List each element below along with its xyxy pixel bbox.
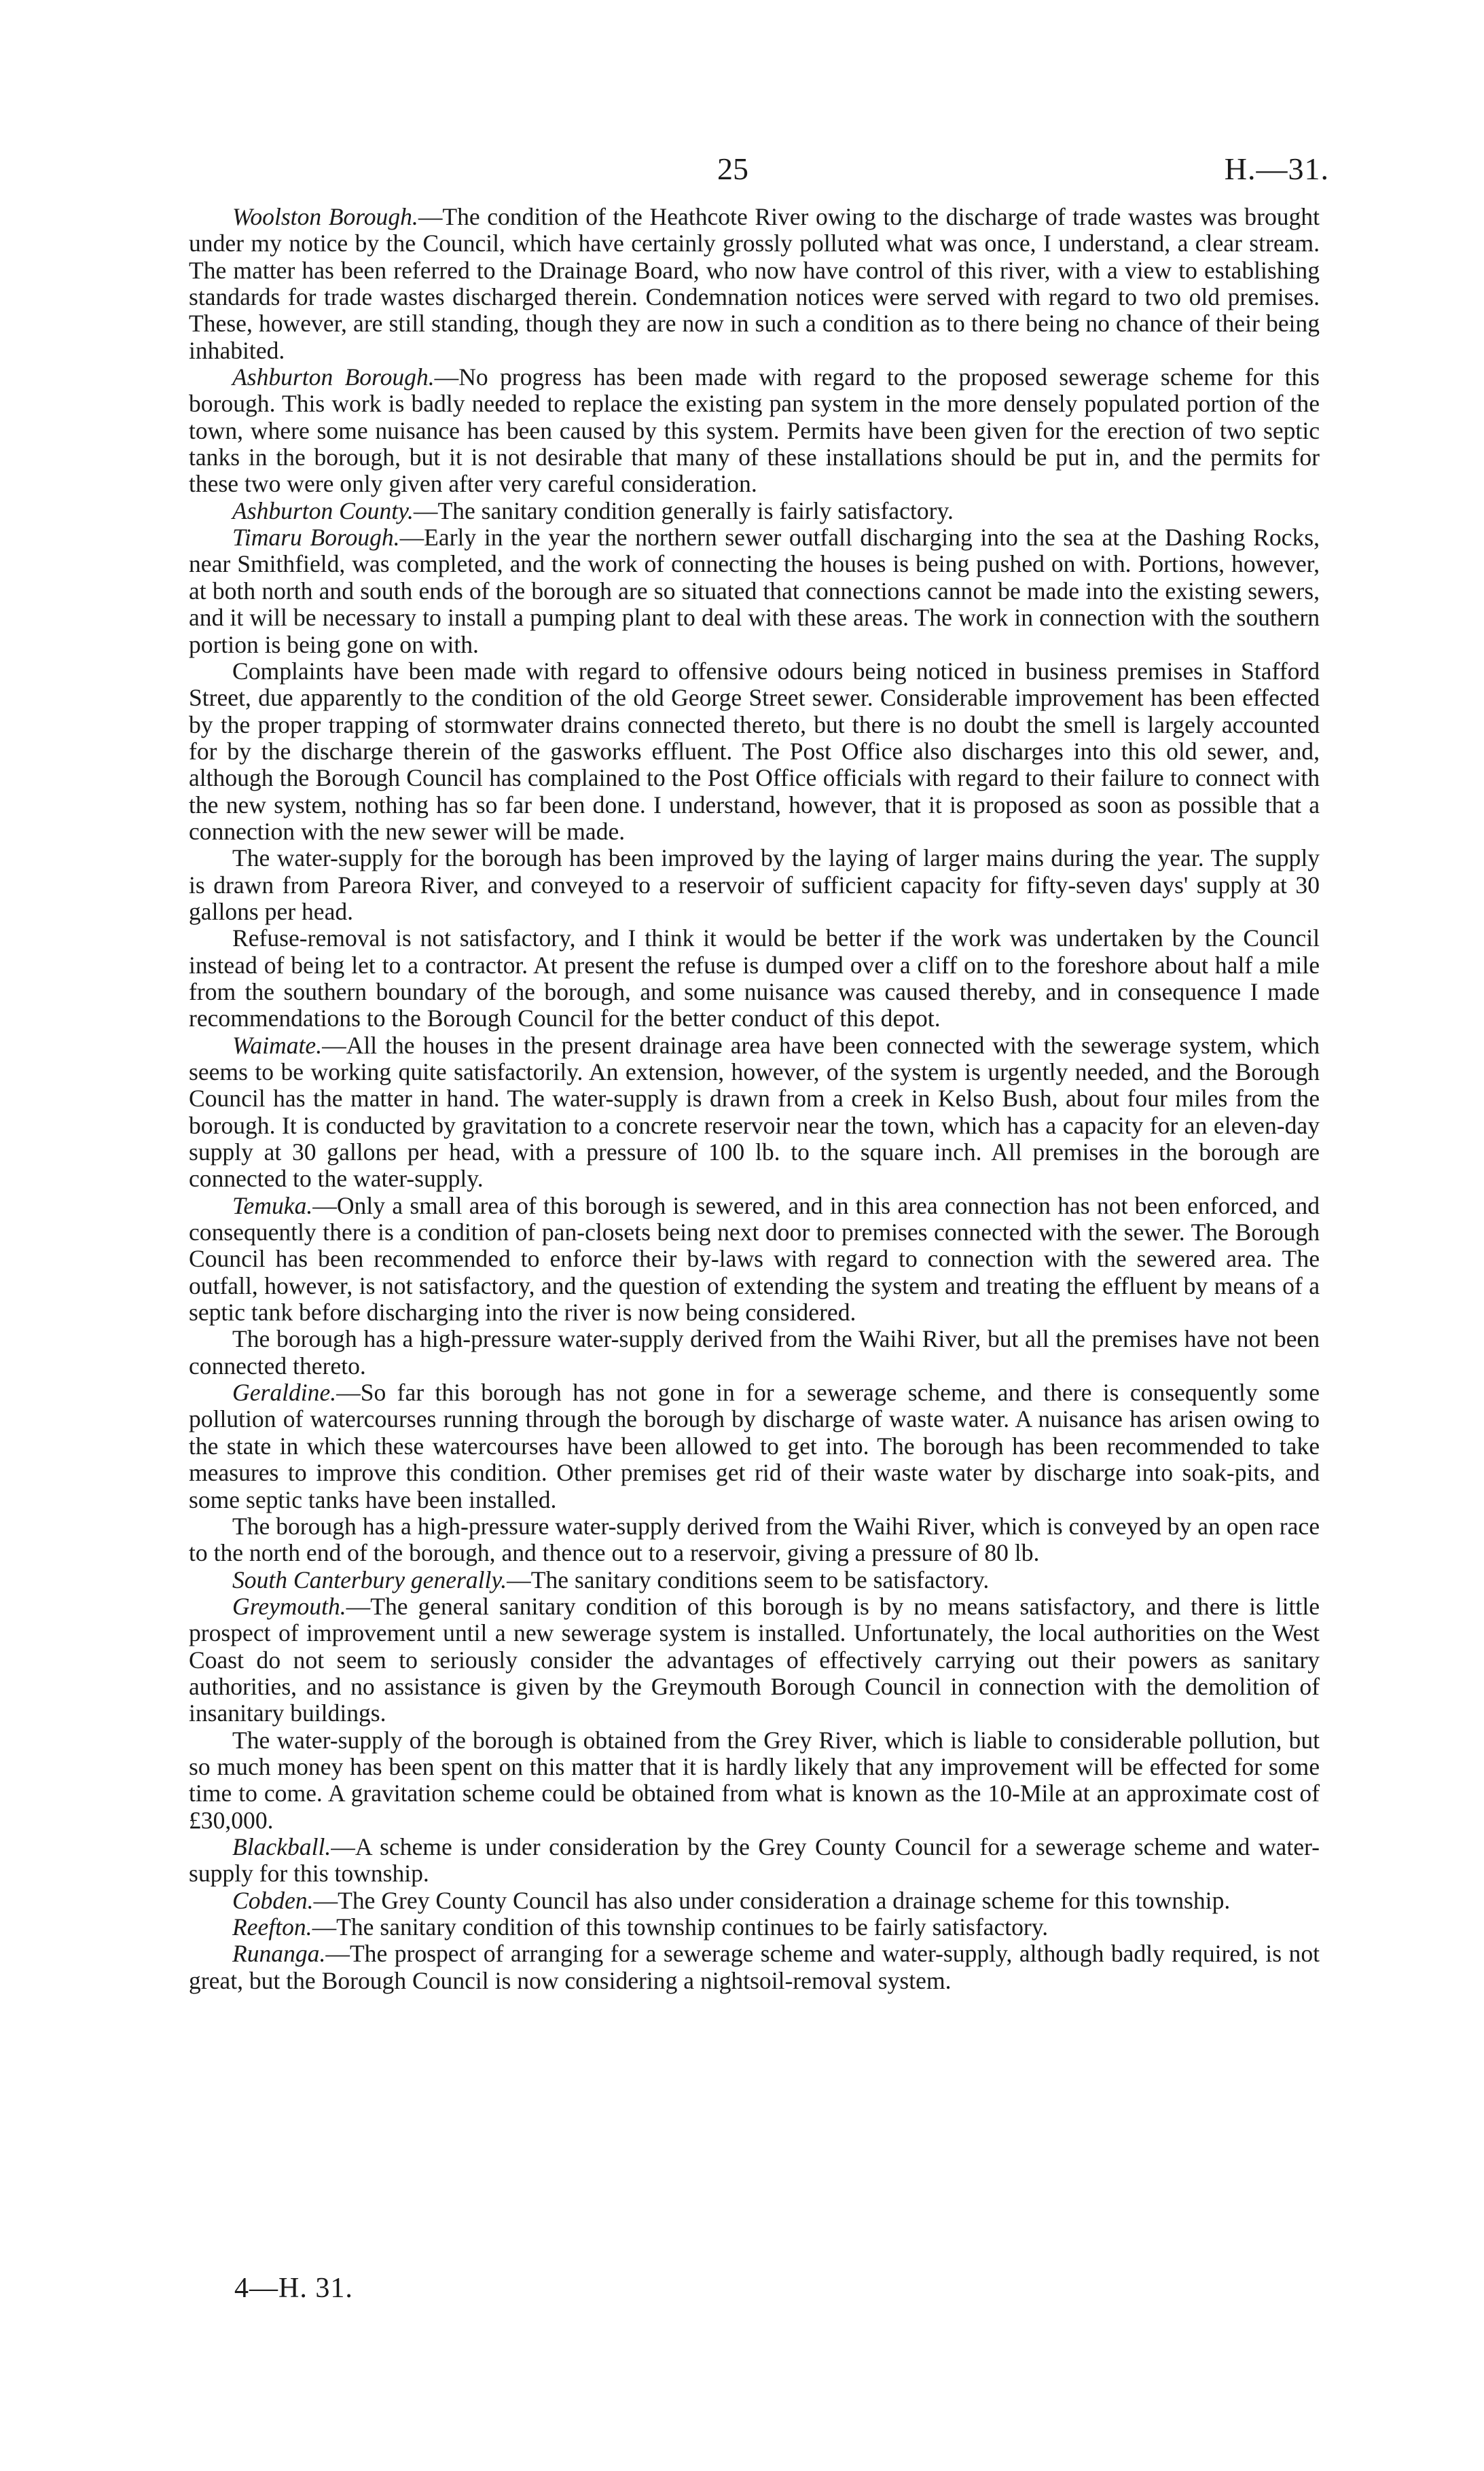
- paragraph-heading: Timaru Borough.: [232, 524, 400, 552]
- paragraph-heading: Geraldine.: [232, 1379, 337, 1407]
- paragraph-heading: Temuka.: [232, 1191, 313, 1219]
- paragraph-heading: Greymouth.: [232, 1592, 346, 1620]
- page-header: [0, 151, 1484, 192]
- paragraph-heading: Reefton.: [232, 1913, 312, 1941]
- paragraph: [189, 1567, 1320, 1593]
- paragraph-text: The water-supply of the borough is obtained from the Grey River, which is liable to considerable pollution, but so much money has been spent on this matter that it is hardly likely that any improvement will be effected for some time to come. A gravitation scheme could be obtained from what is known as the 10-Mile at an approximate cost of £30,000.: [189, 1726, 1320, 1834]
- paragraph-heading: Ashburton County.: [232, 497, 414, 524]
- paragraph-text: Refuse-removal is not satisfactory, and I think it would be better if the work was undertaken by the Council instead of being let to a contractor. At present the refuse is dumped over a cliff on to the foreshore about half a mile from the southern boundary of the borough, and some nuisance was caused thereby, and in consequence I made recommendations to the Borough Council for the better conduct of this depot.: [189, 924, 1320, 1032]
- paragraph-text: —The sanitary conditions seem to be satisfactory.: [507, 1566, 990, 1593]
- paragraph: [189, 1727, 1320, 1834]
- paragraph-text: —Only a small area of this borough is sewered, and in this area connection has not been enforced, and consequently there is a condition of pan-closets being next door to premises connected with the sewer. The Borough Council has been recommended to enforce their by-laws with regard to connection with the sewered area. The outfall, however, is not satisfactory, and the question of extending the system and treating the effluent by means of a septic tank before discharging into the river is now being considered.: [189, 1191, 1320, 1327]
- paragraph-text: —The sanitary condition of this township continues to be fairly satisfactory.: [312, 1913, 1049, 1941]
- paragraph-text: —A scheme is under consideration by the Grey County Council for a sewerage scheme and water-supply for this township.: [189, 1833, 1320, 1888]
- paragraph: [189, 1914, 1320, 1941]
- paragraph: [189, 1834, 1320, 1888]
- paragraph: [189, 1379, 1320, 1513]
- paragraph-text: —The prospect of arranging for a sewerage scheme and water-supply, although badly required, is not great, but the Borough Council is now considering a nightsoil-removal system.: [189, 1940, 1320, 1994]
- paragraph: [189, 498, 1320, 524]
- page-number: 25: [717, 151, 748, 186]
- paragraph: [189, 1032, 1320, 1193]
- paragraph-text: The water-supply for the borough has been improved by the laying of larger mains during the year. The supply is drawn from Pareora River, and conveyed to a reservoir of sufficient capacity for fifty-seven days' supply at 30 gallons per head.: [189, 844, 1320, 925]
- paragraph: [189, 925, 1320, 1032]
- paragraph-heading: Blackball.: [232, 1833, 331, 1860]
- paragraph-text: —The general sanitary condition of this borough is by no means satisfactory, and there is little prospect of improvement until a new sewerage system is installed. Unfortunately, the local authorities on the West Coast do not seem to seriously consider the advantages of effectively carrying out their powers as sanitary authorities, and no assistance is given by the Greymouth Borough Council in connection with the demolition of insanitary buildings.: [189, 1592, 1320, 1727]
- paragraph-heading: Runanga.: [232, 1940, 326, 1968]
- paragraph: [189, 1888, 1320, 1914]
- paragraph-text: —The sanitary condition generally is fairly satisfactory.: [413, 497, 954, 524]
- paragraph-text: —All the houses in the present drainage area have been connected with the sewerage system, which seems to be working quite satisfactorily. An extension, however, of the system is urgently needed, and the Borough Council has the matter in hand. The water-supply is drawn from a creek in Kelso Bush, about four miles from the borough. It is conducted by gravitation to a concrete reservoir near the town, which has a capacity for an eleven-day supply at 30 gallons per head, with a pressure of 100 lb. to the square inch. All premises in the borough are connected to the water-supply.: [189, 1031, 1320, 1193]
- paragraph-text: —The condition of the Heathcote River owing to the discharge of trade wastes was brought under my notice by the Council, which have certainly grossly polluted what was once, I understand, a clear stream. The matter has been referred to the Drainage Board, who now have control of this river, with a view to establishing standards for trade wastes discharged therein. Condemnation notices were served with regard to two old premises. These, however, are still standing, though they are now in such a condition as to there being no chance of their being inhabited.: [189, 203, 1320, 364]
- paragraph-text: The borough has a high-pressure water-supply derived from the Waihi River, but all the premises have not been connected thereto.: [189, 1325, 1320, 1379]
- paragraph-heading: Cobden.: [232, 1886, 314, 1914]
- paragraph: [189, 1513, 1320, 1567]
- paragraph: [189, 364, 1320, 498]
- paragraph: [189, 1326, 1320, 1379]
- paragraph: [189, 845, 1320, 925]
- document-reference: H.—31.: [1224, 151, 1329, 186]
- paragraph: [189, 204, 1320, 364]
- paragraph-heading: Waimate.: [232, 1031, 323, 1059]
- paragraph-text: The borough has a high-pressure water-supply derived from the Waihi River, which is conveyed by an open race to the north end of the borough, and thence out to a reservoir, giving a pressure of 80 lb.: [189, 1512, 1320, 1567]
- paragraph-text: —No progress has been made with regard to the proposed sewerage scheme for this borough. This work is badly needed to replace the existing pan system in the more densely populated portion of the town, where some nuisance has been caused by this system. Permits have been given for the erection of two septic tanks in the borough, but it is not desirable that many of these installations should be put in, and the permits for these two were only given after very careful consideration.: [189, 363, 1320, 498]
- paragraph-text: Complaints have been made with regard to offensive odours being noticed in business premises in Stafford Street, due apparently to the condition of the old George Street sewer. Considerable improvement has been effected by the proper trapping of stormwater drains connected thereto, but there is no doubt the smell is largely accounted for by the discharge therein of the gasworks effluent. The Post Office also discharges into this old sewer, and, although the Borough Council has complained to the Post Office officials with regard to their failure to connect with the new system, nothing has so far been done. I understand, however, that it is proposed as soon as possible that a connection with the new sewer will be made.: [189, 657, 1320, 845]
- printer-signature: 4—H. 31.: [234, 2273, 353, 2304]
- paragraph-heading: Ashburton Borough.: [232, 363, 435, 391]
- paragraph-text: —So far this borough has not gone in for a sewerage scheme, and there is consequently some pollution of watercourses running through the borough by discharge of waste water. A nuisance has arisen owing to the state in which these watercourses have been allowed to get into. The borough has been recommended to take measures to improve this condition. Other premises get rid of their waste water by discharge into soak-pits, and some septic tanks have been installed.: [189, 1379, 1320, 1513]
- report-body: [189, 204, 1320, 1994]
- paragraph-heading: Woolston Borough.: [232, 203, 418, 230]
- paragraph: [189, 524, 1320, 658]
- paragraph-text: —Early in the year the northern sewer outfall discharging into the sea at the Dashing Rocks, near Smithfield, was completed, and the work of connecting the houses is being pushed on with. Portions, however, at both north and south ends of the borough are so situated that connections cannot be made into the existing sewers, and it will be necessary to install a pumping plant to deal with these areas. The work in connection with the southern portion is being gone on with.: [189, 524, 1320, 658]
- paragraph-text: —The Grey County Council has also under consideration a drainage scheme for this township.: [313, 1886, 1231, 1914]
- paragraph: [189, 1941, 1320, 1994]
- paragraph-heading: South Canterbury generally.: [232, 1566, 507, 1593]
- paragraph: [189, 1193, 1320, 1327]
- paragraph: [189, 1593, 1320, 1727]
- paragraph: [189, 658, 1320, 845]
